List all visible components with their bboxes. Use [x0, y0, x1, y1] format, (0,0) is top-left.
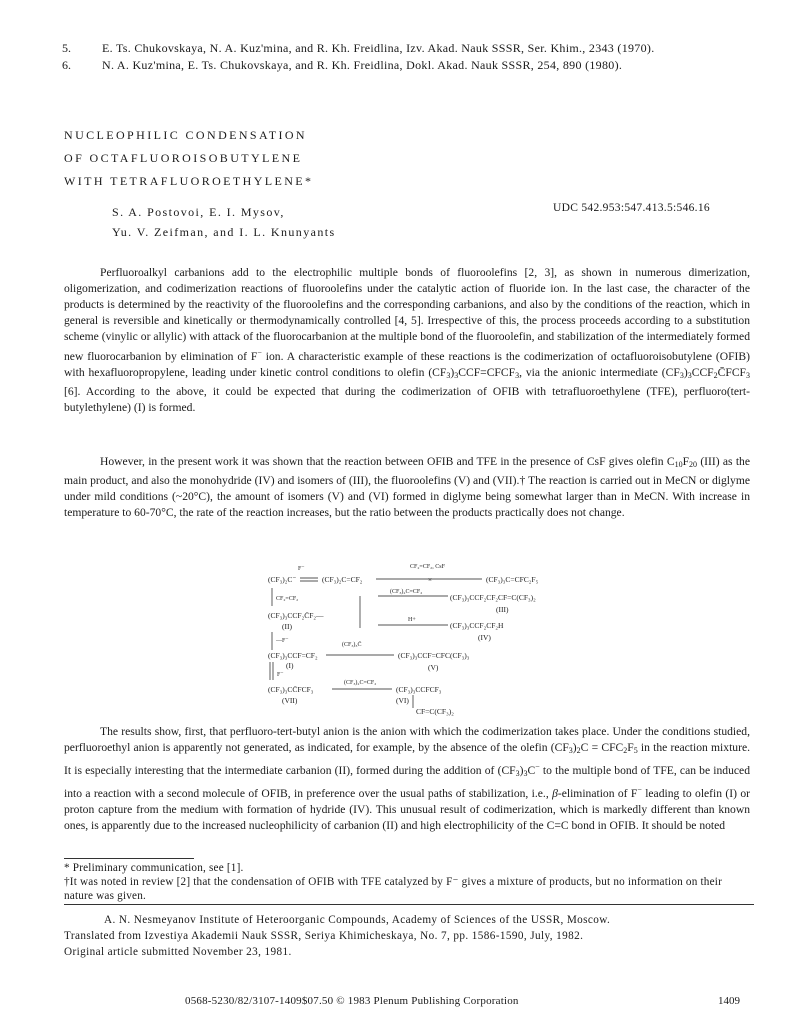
svg-text:(CF₃)₃C̄: (CF₃)₃C̄	[342, 642, 362, 648]
svg-text:(CF₃)₃CCF=CF₂: (CF₃)₃CCF=CF₂	[268, 651, 318, 660]
body-paragraph-1: Perfluoroalkyl carbanions add to the electrophilic multiple bonds of fluoroolefins [2, 3], as shown in numerous dimerization, oligomerization, and codimerization reactions of fluoroolefins under the catalytic action of fluoride ion. In the last case, the character of the products is determined by the reactivity of the fluoroolefins and the corresponding carbanions, and also by the conditions of the reaction, which in general is reversible and kinetically or thermodynamically controlled [4, 5]. Irrespective of this, the process proceeds according to a substitution scheme (vinylic or allylic) with attack of the fluorocarbanion at the multiple bond of the fluoroolefin, and stabilization of the intermediately formed new fluorocarbanion by elimination of F− ion. A characteristic example of these reactions is the codimerization of octafluoroisobutylene (OFIB) with hexafluoropropylene, leading under kinetic control conditions to olefin $(CF_3)_3CCF=CFCF_3$, via the anionic intermediate $(CF_3)_3CCF_2C̄FCF_3$ [6]. According to the above, it could be expected that during the codimerization of OFIB with tetrafluoroethylene (TFE), perfluoro(tert-butylethylene) (I) is formed.	[64, 266, 751, 414]
scheme-row-1	[268, 564, 539, 584]
reference-list	[62, 40, 762, 74]
svg-text:(CF₃)₃CC̄FCF₃: (CF₃)₃CC̄FCF₃	[268, 685, 314, 694]
svg-text:(IV): (IV)	[478, 633, 491, 642]
svg-text:—F⁻: —F⁻	[276, 638, 289, 644]
svg-text:H+: H+	[408, 617, 416, 623]
svg-text:F⁻: F⁻	[277, 672, 284, 678]
svg-text:(VI): (VI)	[396, 696, 409, 705]
author-list	[112, 202, 336, 242]
body-paragraph-2: However, in the present work it was shown that the reaction between OFIB and TFE in the presence of CsF gives olefin $C_{10}F_{20}$ (III) as the main product, and also the monohydride (IV) and isomers of (III), the fluoroolefins (V) and (VII).† The reaction is carried out in MeCN or diglyme under mild conditions (~20°C), the amount of isomers (V) and (VI) formed in diglyme being somewhat larger than in MeCN. With increase in temperature to 60-70°C, the rate of the reaction increases, but the ratio between the products practically does not change.	[64, 455, 750, 519]
svg-text:(CF₃)₂C=CF₂: (CF₃)₂C=CF₂	[390, 589, 423, 595]
svg-text:(I): (I)	[286, 661, 294, 670]
svg-text:(CF₃)₃CCF₂CF₂H: (CF₃)₃CCF₂CF₂H	[450, 621, 504, 630]
footnote-divider	[64, 858, 194, 859]
svg-text:(II): (II)	[282, 622, 292, 631]
svg-text:CF₂=CF₂: CF₂=CF₂	[276, 596, 299, 602]
reference-number: 6.	[62, 58, 71, 72]
svg-text:(CF₃)₃CCF₂C̄F₂—: (CF₃)₃CCF₂C̄F₂—	[268, 611, 324, 620]
svg-text:(CF₃)₃CCFCF₃: (CF₃)₃CCFCF₃	[396, 685, 442, 694]
copyright-line: 0568-5230/82/3107-1409$07.50 © 1983 Plenum Publishing Corporation	[185, 995, 519, 1007]
svg-text:(CF₃)₃C=CFC₂F₅: (CF₃)₃C=CFC₂F₅	[486, 575, 539, 584]
footnotes	[64, 861, 754, 903]
svg-text:(V): (V)	[428, 663, 439, 672]
svg-text:(CF₃)₂C=CF₂: (CF₃)₂C=CF₂	[322, 575, 363, 584]
title-line: OF OCTAFLUOROISOBUTYLENE	[64, 151, 303, 165]
submission-line: Original article submitted November 23, 1981.	[64, 946, 292, 958]
title-line: WITH TETRAFLUOROETHYLENE*	[64, 174, 314, 188]
svg-text:(CF₃)₂C=CF₂: (CF₃)₂C=CF₂	[344, 680, 377, 686]
author-line: Yu. V. Zeifman, and I. L. Knunyants	[112, 225, 336, 239]
footnote: * Preliminary communication, see [1].	[64, 862, 244, 874]
reference-number: 5.	[62, 41, 71, 55]
reaction-scheme	[268, 560, 588, 718]
udc-code: UDC 542.953:547.413.5:546.16	[553, 202, 710, 214]
svg-text:(VII): (VII)	[282, 696, 298, 705]
scheme-row-4	[268, 632, 470, 672]
svg-text:(III): (III)	[496, 605, 509, 614]
institution-note	[64, 912, 754, 960]
svg-text:×: ×	[428, 576, 432, 584]
author-line: S. A. Postovoi, E. I. Mysov,	[112, 205, 285, 219]
article-title	[64, 124, 313, 193]
institution-divider	[64, 904, 754, 905]
footnote: †It was noted in review [2] that the condensation of OFIB with TFE catalyzed by F⁻ gives a mixture of products, but no information on their nature was given.	[64, 876, 723, 902]
svg-text:F⁻: F⁻	[298, 566, 305, 572]
title-line: NUCLEOPHILIC CONDENSATION	[64, 128, 307, 142]
svg-text:(CF₃)₃CCF=CFC(CF₃)₃: (CF₃)₃CCF=CFC(CF₃)₃	[398, 651, 470, 660]
svg-text:CF=C(CF₃)₂: CF=C(CF₃)₂	[416, 707, 454, 716]
scheme-row-5	[268, 662, 454, 716]
translation-line: Translated from Izvestiya Akademii Nauk SSSR, Seriya Khimicheskaya, No. 7, pp. 1586-1590, July, 1982.	[64, 930, 584, 942]
reference-text: E. Ts. Chukovskaya, N. A. Kuz'mina, and R. Kh. Freidlina, Izv. Akad. Nauk SSSR, Ser. Khim., 2343 (1970).	[102, 41, 655, 55]
reference-item	[62, 57, 762, 74]
svg-text:(CF₃)₂C⁻: (CF₃)₂C⁻	[268, 575, 297, 584]
reference-item	[62, 40, 762, 57]
svg-text:(CF₃)₃CCF₂CF₂CF=C(CF₃)₂: (CF₃)₃CCF₂CF₂CF=C(CF₃)₂	[450, 593, 536, 602]
institution-line: A. N. Nesmeyanov Institute of Heteroorganic Compounds, Academy of Sciences of the USSR, Moscow.	[104, 914, 611, 926]
reference-text: N. A. Kuz'mina, E. Ts. Chukovskaya, and R. Kh. Freidlina, Dokl. Akad. Nauk SSSR, 254, 890 (1980).	[102, 58, 623, 72]
body-paragraph-3: The results show, first, that perfluoro-tert-butyl anion is the anion with which the codimerization takes place. Under the conditions studied, perfluoroethyl anion is apparently not generated, as indicated, for example, by the absence of the olefin $(CF_3)_2C = CFC_2F_5$ in the reaction mixture. It is especially interesting that the intermediate carbanion (II), formed during the addition of $(CF_3)_3C^-$ to the multiple bond of TFE, can be induced into a reaction with a second molecule of OFIB, in preference over the usual paths of stabilization, i.e., β-elimination of F− leading to olefin (I) or proton capture from the medium with formation of hydride (IV). This unusual result of codimerization, which is markedly different than known ones, is apparently due to the increased nucleophilicity of carbanion (II) and high electrophilicity of the C=C bond in OFIB. It should be noted	[64, 725, 750, 832]
page-number: 1409	[718, 995, 740, 1007]
scheme-row-3	[268, 596, 504, 642]
svg-text:CF₂=CF₂, CsF: CF₂=CF₂, CsF	[410, 564, 445, 570]
